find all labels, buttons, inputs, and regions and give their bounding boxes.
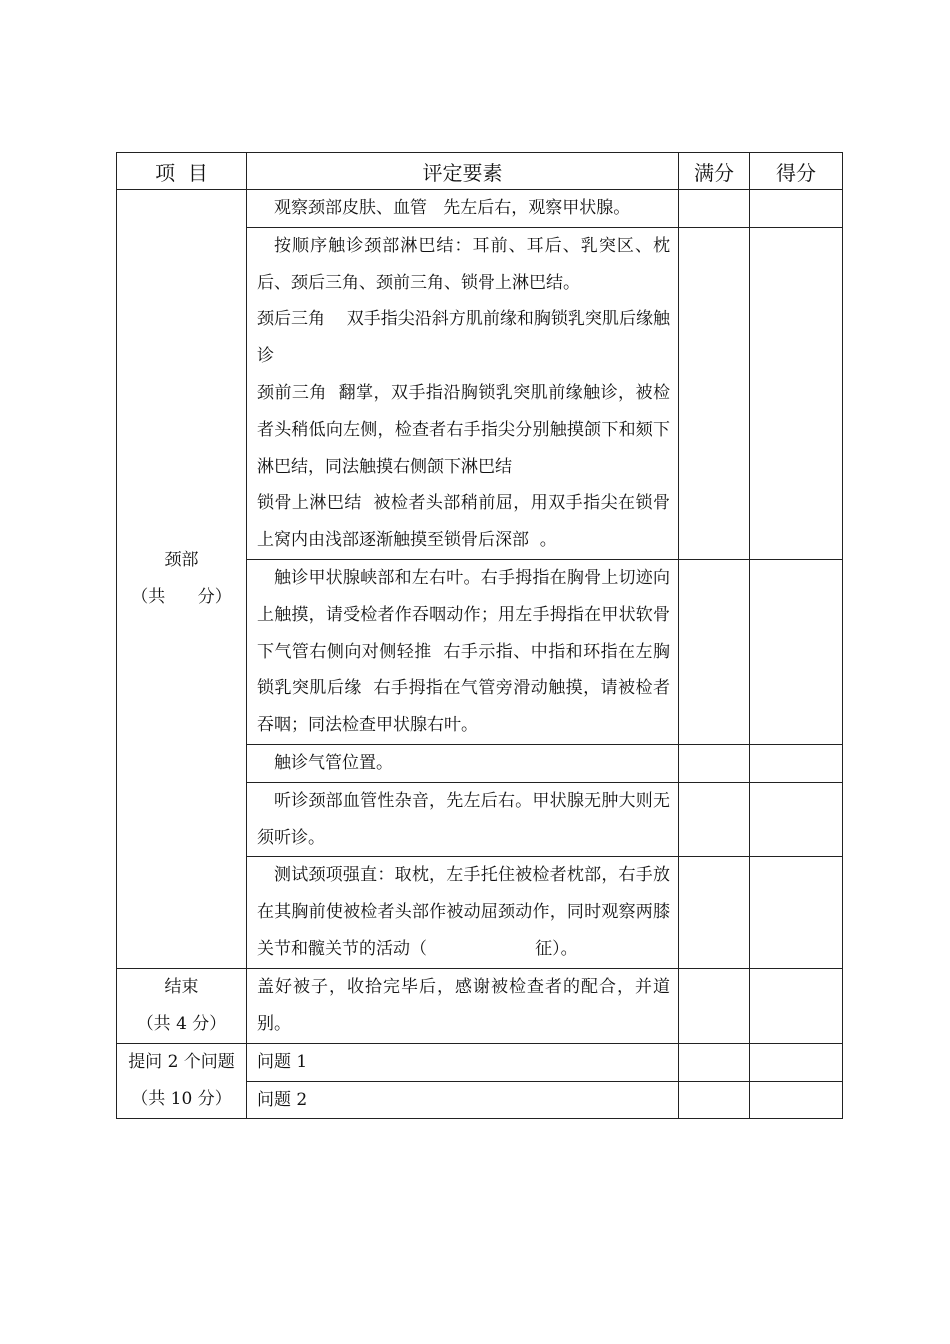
scoring-table bbox=[116, 152, 843, 1119]
neck-row-1 bbox=[117, 190, 843, 228]
score-cell[interactable] bbox=[750, 1043, 843, 1081]
criteria-text: 按顺序触诊颈部淋巴结：耳前、耳后、乳突区、枕后、颈后三角、颈前三角、锁骨上淋巴结。 bbox=[257, 235, 670, 293]
criteria-text: 盖好被子，收拾完毕后，感谢被检查者的配合，并道别。 bbox=[257, 976, 670, 1034]
criteria-cell bbox=[247, 968, 679, 1043]
score-cell[interactable] bbox=[750, 1081, 843, 1119]
criteria-text: 听诊颈部血管性杂音，先左后右。甲状腺无肿大则无须听诊。 bbox=[257, 790, 670, 848]
criteria-text: 触诊气管位置。 bbox=[274, 752, 393, 773]
criteria-cell bbox=[247, 227, 679, 559]
criteria-cell bbox=[247, 559, 679, 744]
score-cell[interactable] bbox=[750, 190, 843, 228]
score-cell[interactable] bbox=[750, 559, 843, 744]
criteria-cell bbox=[247, 782, 679, 857]
question-row-1 bbox=[117, 1043, 843, 1081]
criteria-cell bbox=[247, 744, 679, 782]
full-score-cell[interactable] bbox=[679, 782, 750, 857]
criteria-cell bbox=[247, 190, 679, 228]
criteria-cell bbox=[247, 857, 679, 968]
neck-item-label: 颈部 bbox=[164, 549, 199, 570]
criteria-text: 颈前三角 翻掌，双手指沿胸锁乳突肌前缘触诊，被检者头稍低向左侧，检查者右手指尖分别触摸颌下和颏下淋巴结，同法触摸右侧颌下淋巴结 bbox=[257, 382, 670, 477]
full-score-cell[interactable] bbox=[679, 227, 750, 559]
criteria-text: 触诊甲状腺峡部和左右叶。右手拇指在胸骨上切迹向上触摸，请受检者作吞咽动作；用左手拇指在甲状软骨下气管右侧向对侧轻推 右手示指、中指和环指在左胸锁乳突肌后缘 右手拇指在气管旁滑动触摸，请被检者吞咽；同法检查甲状腺右叶。 bbox=[257, 567, 670, 736]
neck-item-points: （共 分） bbox=[131, 586, 232, 607]
header-criteria: 评定要素 bbox=[247, 153, 679, 190]
criteria-text: 锁骨上淋巴结 被检者头部稍前屈，用双手指尖在锁骨上窝内由浅部逐渐触摸至锁骨后深部 。 bbox=[257, 493, 670, 551]
end-item-cell bbox=[117, 968, 247, 1043]
full-score-cell[interactable] bbox=[679, 559, 750, 744]
header-row bbox=[117, 153, 843, 190]
criteria-cell bbox=[247, 1081, 679, 1119]
full-score-cell[interactable] bbox=[679, 744, 750, 782]
header-score: 得分 bbox=[750, 153, 843, 190]
neck-item-cell bbox=[117, 190, 247, 969]
criteria-cell bbox=[247, 1043, 679, 1081]
score-cell[interactable] bbox=[750, 857, 843, 968]
questions-item-cell bbox=[117, 1043, 247, 1119]
end-row bbox=[117, 968, 843, 1043]
header-item: 项 目 bbox=[117, 153, 247, 190]
question-1-label: 问题 1 bbox=[257, 1051, 308, 1072]
end-item-points: （共 4 分） bbox=[136, 1013, 227, 1034]
score-cell[interactable] bbox=[750, 744, 843, 782]
questions-item-points: （共 10 分） bbox=[131, 1089, 232, 1110]
criteria-text: 颈后三角 双手指尖沿斜方肌前缘和胸锁乳突肌后缘触诊 bbox=[257, 309, 670, 367]
full-score-cell[interactable] bbox=[679, 1081, 750, 1119]
score-cell[interactable] bbox=[750, 968, 843, 1043]
full-score-cell[interactable] bbox=[679, 857, 750, 968]
score-cell[interactable] bbox=[750, 227, 843, 559]
criteria-text: 观察颈部皮肤、血管 先左后右，观察甲状腺。 bbox=[274, 198, 631, 218]
questions-item-label: 提问 2 个问题 bbox=[128, 1052, 235, 1073]
question-2-label: 问题 2 bbox=[257, 1089, 308, 1110]
criteria-text: 测试颈项强直：取枕，左手托住被检者枕部，右手放在其胸前使被检者头部作被动屈颈动作，同时观察两膝关节和髋关节的活动（ 征）。 bbox=[257, 865, 670, 959]
full-score-cell[interactable] bbox=[679, 1043, 750, 1081]
full-score-cell[interactable] bbox=[679, 968, 750, 1043]
score-cell[interactable] bbox=[750, 782, 843, 857]
end-item-label: 结束 bbox=[164, 976, 199, 997]
full-score-cell[interactable] bbox=[679, 190, 750, 228]
header-full-score: 满分 bbox=[679, 153, 750, 190]
